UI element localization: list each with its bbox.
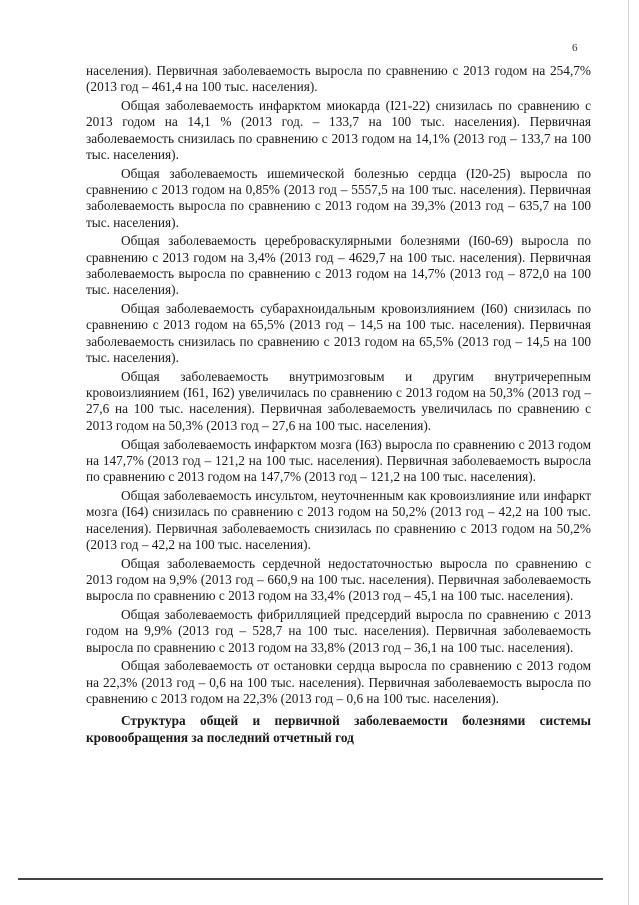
paragraph-cerebral-infarction: Общая заболеваемость инфарктом мозга (I63) выросла по сравнению с 2013 годом на 147,7% (2013 год – 121,2 на 100 тыс. населения). Первичная заболеваемость выросла по сравнению с 2013 годом на 147,7% (2013 год – 121,2 на 100 тыс. населения). (86, 436, 591, 485)
section-heading: Структура общей и первичной заболеваемости болезнями системы кровообращения за последний отчетный год (86, 713, 591, 745)
paragraph-heart-failure: Общая заболеваемость сердечной недостаточностью выросла по сравнению с 2013 годом на 9,9% (2013 год – 660,9 на 100 тыс. населения). Первичная заболеваемость выросла по сравнению с 2013 годом на 33,4% (2013 год – 45,1 на 100 тыс. населения). (86, 555, 591, 604)
paragraph-subarachnoid-hemorrhage: Общая заболеваемость субарахноидальным кровоизлиянием (I60) снизилась по сравнению с 2013 годом на 65,5% (2013 год – 14,5 на 100 тыс. населения). Первичная заболеваемость снизилась по сравнению с 2013 годом на 65,5% (2013 год – 14,5 на 100 тыс. населения). (86, 301, 591, 366)
document-body (86, 63, 591, 748)
paragraph-myocardial-infarction: Общая заболеваемость инфарктом миокарда (I21-22) снизилась по сравнению с 2013 годом на 14,1 % (2013 год. – 133,7 на 100 тыс. населения). Первичная заболеваемость снизилась по сравнению с 2013 годом на 14,1% (2013 год – 133,7 на 100 тыс. населения). (86, 98, 591, 162)
bottom-divider (18, 878, 603, 880)
paragraph-cerebrovascular-diseases: Общая заболеваемость цереброваскулярными болезнями (I60-69) выросла по сравнению с 2013 годом на 3,4% (2013 год – 4629,7 на 100 тыс. населения). Первичная заболеваемость выросла по сравнению с 2013 годом на 14,7% (2013 год – 872,0 на 100 тыс. населения). (86, 233, 591, 298)
paragraph-atrial-fibrillation: Общая заболеваемость фибрилляцией предсердий выросла по сравнению с 2013 годом на 9,9% (2013 год – 528,7 на 100 тыс. населения). Первичная заболеваемость выросла по сравнению с 2013 годом на 33,8% (2013 год – 36,1 на 100 тыс. населения). (86, 607, 591, 655)
paragraph-continuation: населения). Первичная заболеваемость выросла по сравнению с 2013 годом на 254,7% (2013 год – 461,4 на 100 тыс. населения). (86, 63, 591, 95)
page-number: 6 (572, 42, 578, 54)
paragraph-intracerebral-hemorrhage: Общая заболеваемость внутримозговым и другим внутричерепным кровоизлиянием (I61, I62) увеличилась по сравнению с 2013 годом на 50,3% (2013 год – 27,6 на 100 тыс. населения). Первичная заболеваемость увеличилась по сравнению с 2013 годом на 50,3% (2013 год – 27,6 на 100 тыс. населения). (86, 368, 591, 433)
paragraph-ischemic-heart-disease: Общая заболеваемость ишемической болезнью сердца (I20-25) выросла по сравнению с 2013 годом на 0,85% (2013 год – 5557,5 на 100 тыс. населения). Первичная заболеваемость выросла по сравнению с 2013 годом на 39,3% (2013 год – 635,7 на 100 тыс. населения). (86, 165, 591, 230)
scan-edge-line (628, 0, 629, 905)
paragraph-unspecified-stroke: Общая заболеваемость инсультом, неуточненным как кровоизлияние или инфаркт мозга (I64) снизилась по сравнению с 2013 годом на 50,2% (2013 год – 42,2 на 100 тыс. населения). Первичная заболеваемость снизилась по сравнению с 2013 годом на 50,2% (2013 год – 42,2 на 100 тыс. населения). (86, 487, 591, 552)
paragraph-cardiac-arrest: Общая заболеваемость от остановки сердца выросла по сравнению с 2013 годом на 22,3% (2013 год – 0,6 на 100 тыс. населения). Первичная заболеваемость выросла по сравнению с 2013 годом на 22,3% (2013 год – 0,6 на 100 тыс. населения). (86, 658, 591, 706)
